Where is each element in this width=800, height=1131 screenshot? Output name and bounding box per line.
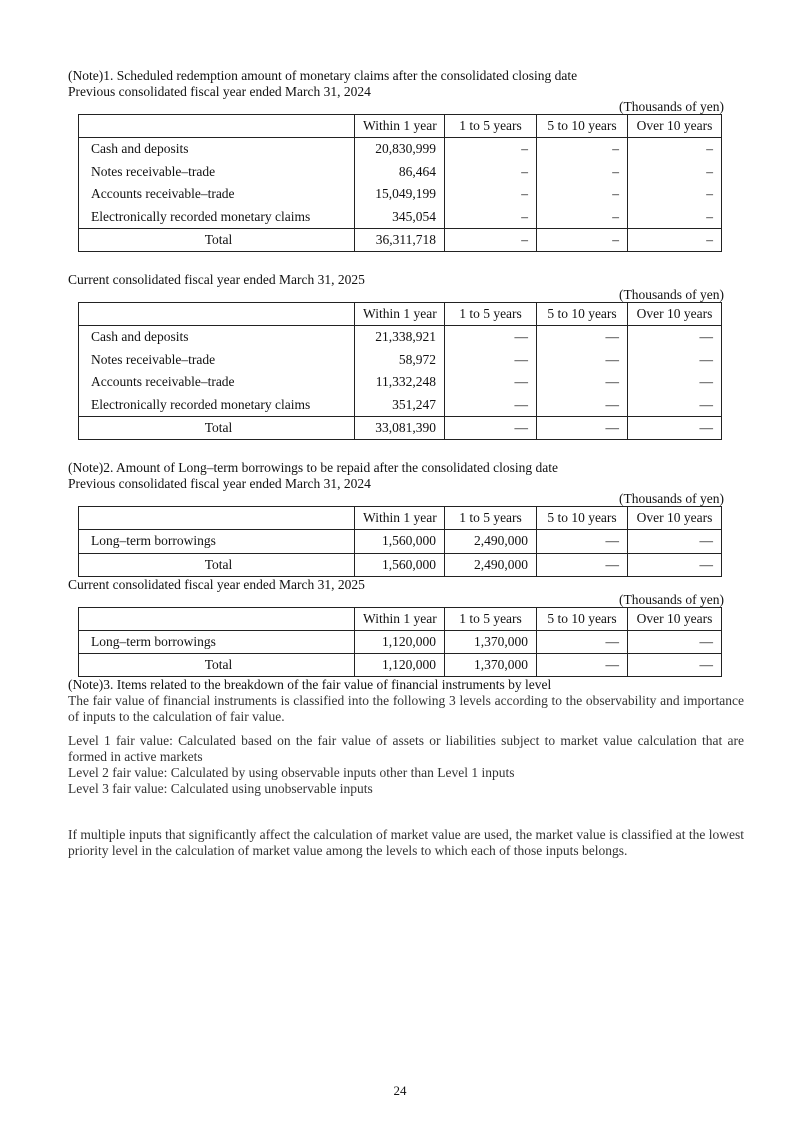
row-label: Long–term borrowings: [79, 530, 355, 554]
table-header-row: [79, 115, 722, 138]
row-label: Notes receivable–trade: [79, 161, 355, 184]
header-cell: Over 10 years: [628, 115, 722, 138]
cell-value: 11,332,248: [355, 371, 445, 394]
header-cell: 5 to 10 years: [537, 303, 628, 326]
cell-value: 2,490,000: [445, 530, 537, 554]
note1-curr-table: [78, 302, 722, 440]
cell-value: –: [628, 161, 722, 184]
header-cell: [79, 115, 355, 138]
cell-value: —: [537, 394, 628, 417]
cell-value: —: [445, 349, 537, 372]
note2-prev-caption: Previous consolidated fiscal year ended March 31, 2024: [68, 476, 371, 491]
cell-value: 345,054: [355, 206, 445, 229]
table-total-row: [79, 229, 722, 252]
cell-value: 21,338,921: [355, 326, 445, 349]
note3-title: (Note)3. Items related to the breakdown of the fair value of financial instruments by level: [68, 677, 552, 692]
cell-value: –: [445, 138, 537, 161]
note2-prev-unit: (Thousands of yen): [619, 491, 724, 506]
cell-value: 1,370,000: [445, 630, 537, 654]
header-cell: Over 10 years: [628, 607, 722, 630]
row-label: Accounts receivable–trade: [79, 183, 355, 206]
cell-value: 58,972: [355, 349, 445, 372]
page-number: 24: [393, 1083, 407, 1098]
table-total-row: [79, 417, 722, 440]
cell-value: —: [628, 630, 722, 654]
note1-title: (Note)1. Scheduled redemption amount of monetary claims after the consolidated closing date: [68, 68, 578, 83]
total-value: 2,490,000: [445, 553, 537, 576]
table-total-row: [79, 654, 722, 677]
note2-curr-unit: (Thousands of yen): [619, 591, 724, 607]
header-cell: 1 to 5 years: [445, 115, 537, 138]
total-value: –: [445, 229, 537, 252]
cell-value: —: [537, 326, 628, 349]
cell-value: —: [628, 394, 722, 417]
total-value: 33,081,390: [355, 417, 445, 440]
table-row: [79, 394, 722, 417]
note1-prev-caption: Previous consolidated fiscal year ended March 31, 2024: [68, 84, 371, 99]
cell-value: –: [628, 183, 722, 206]
table-row: [79, 138, 722, 161]
header-cell: [79, 303, 355, 326]
header-cell: 5 to 10 years: [537, 507, 628, 530]
row-label: Cash and deposits: [79, 138, 355, 161]
cell-value: —: [628, 530, 722, 554]
cell-value: 351,247: [355, 394, 445, 417]
cell-value: —: [537, 371, 628, 394]
table-header-row: [79, 507, 722, 530]
total-value: –: [537, 229, 628, 252]
header-cell: 1 to 5 years: [445, 303, 537, 326]
cell-value: —: [445, 326, 537, 349]
cell-value: –: [537, 183, 628, 206]
cell-value: —: [628, 371, 722, 394]
total-value: 36,311,718: [355, 229, 445, 252]
table-row: [79, 183, 722, 206]
total-value: —: [628, 553, 722, 576]
total-value: —: [445, 417, 537, 440]
header-cell: Over 10 years: [628, 303, 722, 326]
row-label: Cash and deposits: [79, 326, 355, 349]
cell-value: —: [628, 326, 722, 349]
total-value: —: [537, 553, 628, 576]
total-value: —: [628, 417, 722, 440]
header-cell: Within 1 year: [355, 607, 445, 630]
note2-curr-caption: Current consolidated fiscal year ended March 31, 2025: [68, 576, 365, 592]
total-label: Total: [79, 229, 355, 252]
table-row: [79, 326, 722, 349]
table-row: [79, 630, 722, 654]
cell-value: 20,830,999: [355, 138, 445, 161]
note1-curr-unit: (Thousands of yen): [619, 287, 724, 302]
header-cell: Within 1 year: [355, 507, 445, 530]
total-label: Total: [79, 654, 355, 677]
header-cell: 1 to 5 years: [445, 507, 537, 530]
cell-value: –: [537, 138, 628, 161]
cell-value: 15,049,199: [355, 183, 445, 206]
row-label: Electronically recorded monetary claims: [79, 206, 355, 229]
total-value: 1,120,000: [355, 654, 445, 677]
header-cell: [79, 507, 355, 530]
table-total-row: [79, 553, 722, 576]
header-cell: Within 1 year: [355, 303, 445, 326]
cell-value: —: [445, 394, 537, 417]
note2-curr-table: [78, 607, 722, 678]
table-header-row: [79, 607, 722, 630]
note2-title: (Note)2. Amount of Long–term borrowings to be repaid after the consolidated closing date: [68, 460, 558, 475]
cell-value: 1,560,000: [355, 530, 445, 554]
cell-value: –: [537, 161, 628, 184]
table-header-row: [79, 303, 722, 326]
note3-level3: Level 3 fair value: Calculated using unobservable inputs: [68, 781, 373, 796]
table-row: [79, 530, 722, 554]
row-label: Accounts receivable–trade: [79, 371, 355, 394]
cell-value: —: [537, 349, 628, 372]
header-cell: Within 1 year: [355, 115, 445, 138]
cell-value: –: [628, 138, 722, 161]
header-cell: 5 to 10 years: [537, 115, 628, 138]
row-label: Notes receivable–trade: [79, 349, 355, 372]
cell-value: —: [537, 630, 628, 654]
cell-value: –: [445, 161, 537, 184]
note1-prev-table: [78, 114, 722, 252]
total-value: —: [537, 417, 628, 440]
note3-level2: Level 2 fair value: Calculated by using observable inputs other than Level 1 inputs: [68, 765, 515, 780]
header-cell: Over 10 years: [628, 507, 722, 530]
note3-level1: Level 1 fair value: Calculated based on the fair value of assets or liabilities subject to market value calculation that are formed in active markets: [68, 733, 744, 764]
cell-value: —: [445, 371, 537, 394]
cell-value: —: [628, 349, 722, 372]
total-label: Total: [79, 553, 355, 576]
note2-prev-table: [78, 506, 722, 577]
total-label: Total: [79, 417, 355, 440]
table-row: [79, 206, 722, 229]
row-label: Long–term borrowings: [79, 630, 355, 654]
cell-value: –: [628, 206, 722, 229]
document-page: [68, 68, 744, 859]
note1-curr-caption: Current consolidated fiscal year ended March 31, 2025: [68, 272, 365, 287]
header-cell: 5 to 10 years: [537, 607, 628, 630]
cell-value: 1,120,000: [355, 630, 445, 654]
table-row: [79, 161, 722, 184]
total-value: –: [628, 229, 722, 252]
total-value: —: [537, 654, 628, 677]
table-row: [79, 371, 722, 394]
total-value: —: [628, 654, 722, 677]
note1-prev-unit: (Thousands of yen): [619, 99, 724, 114]
cell-value: 86,464: [355, 161, 445, 184]
cell-value: –: [445, 206, 537, 229]
total-value: 1,560,000: [355, 553, 445, 576]
row-label: Electronically recorded monetary claims: [79, 394, 355, 417]
note3-multiple-inputs: If multiple inputs that significantly affect the calculation of market value are used, the market value is classified at the lowest priority level in the calculation of market value among the levels to which each of those inputs belongs.: [68, 827, 744, 858]
cell-value: –: [445, 183, 537, 206]
header-cell: [79, 607, 355, 630]
cell-value: –: [537, 206, 628, 229]
cell-value: —: [537, 530, 628, 554]
total-value: 1,370,000: [445, 654, 537, 677]
table-row: [79, 349, 722, 372]
header-cell: 1 to 5 years: [445, 607, 537, 630]
note3-intro: The fair value of financial instruments is classified into the following 3 levels according to the observability and importance of inputs to the calculation of fair value.: [68, 693, 744, 724]
